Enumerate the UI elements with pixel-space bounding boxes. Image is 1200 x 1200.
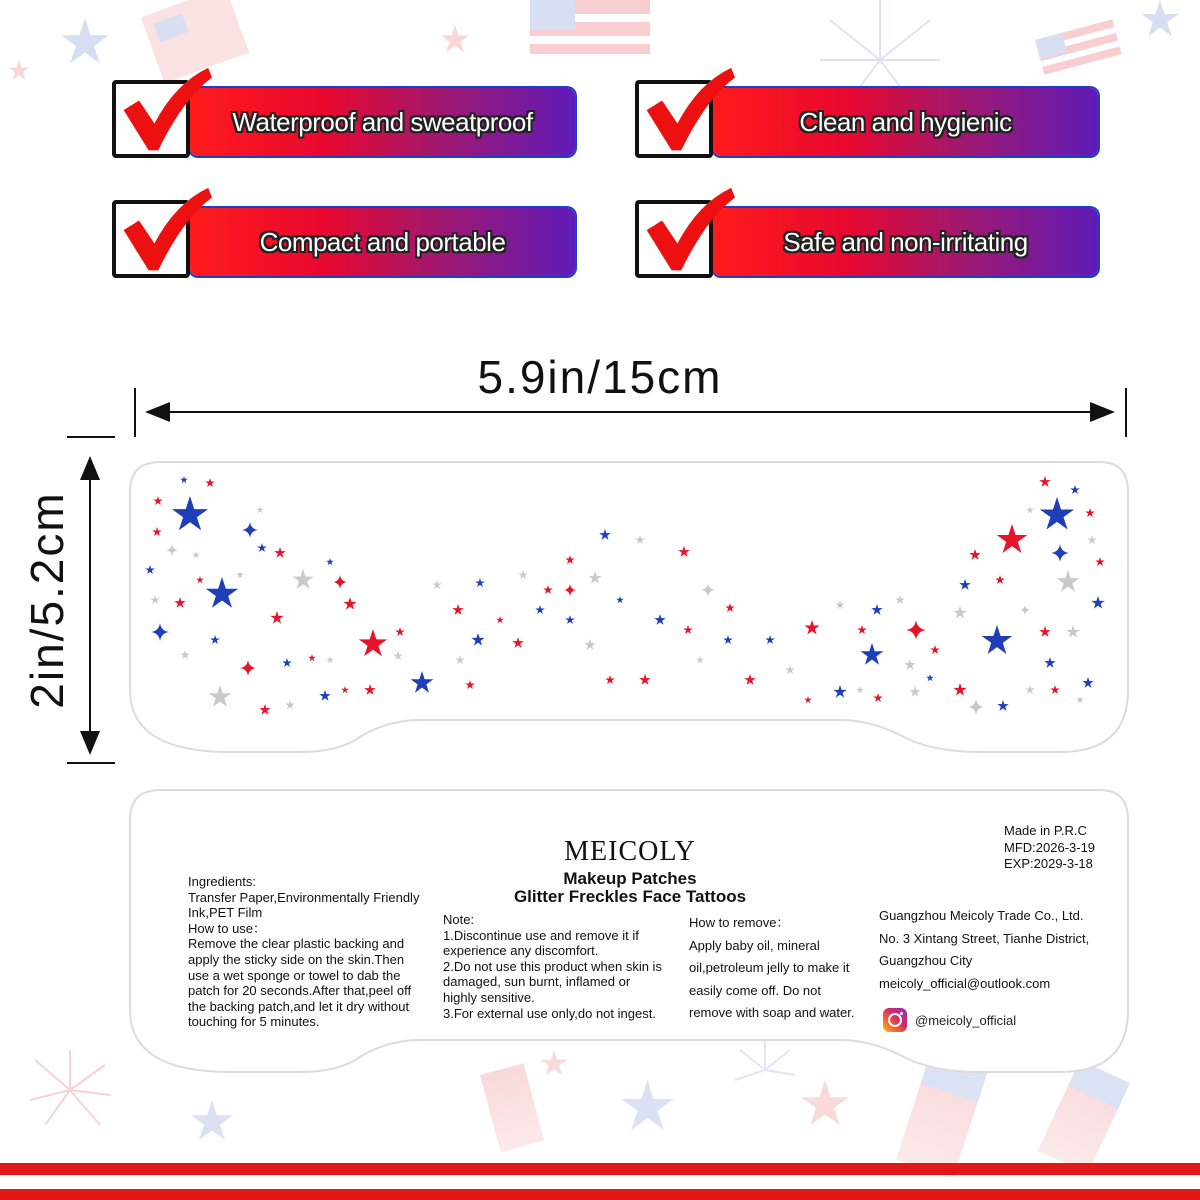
text-line: Apply baby oil, mineral [689, 937, 820, 953]
checkmark-icon [639, 64, 735, 160]
text-line: oil,petroleum jelly to make it [689, 960, 850, 975]
note-block [443, 912, 678, 1021]
text-line: Ingredients: [188, 874, 256, 889]
subtitle-line-1: Makeup Patches [563, 869, 697, 888]
feature-label: Clean and hygienic [799, 106, 1012, 137]
feature-label: Safe and non-irritating [783, 226, 1028, 257]
text-line: 1.Discontinue use and remove it if [443, 927, 639, 943]
checkmark-icon [116, 64, 212, 160]
width-dimension-label: 5.9in/15cm [477, 351, 723, 403]
text-line: How to remove： [689, 915, 790, 930]
feature-badge-clean [633, 78, 1103, 168]
product-subtitle [470, 870, 790, 906]
bottom-stripe-top [0, 1163, 1200, 1175]
text-line: the backing patch,and let it dry without [188, 998, 410, 1014]
instagram-icon [883, 1008, 907, 1032]
subtitle-line-2: Glitter Freckles Face Tattoos [513, 887, 747, 906]
checkmark-icon [639, 184, 735, 280]
email: meicoly_official@outlook.com [879, 975, 1051, 991]
text-line: No. 3 Xintang Street, Tianhe District, [879, 930, 1090, 946]
height-arrow [67, 437, 115, 763]
text-line: Remove the clear plastic backing and [188, 936, 405, 952]
checkmark-icon [116, 184, 212, 280]
bottom-stripe-bottom [0, 1189, 1200, 1200]
text-line: Guangzhou City [879, 953, 973, 968]
text-line: damaged, sun burnt, inflamed or [443, 974, 631, 990]
mfd-date: MFD:2026-3-19 [1004, 839, 1096, 855]
text-line: 3.For external use only,do not ingest. [443, 1005, 656, 1021]
feature-badge-waterproof [110, 78, 580, 168]
feature-label: Waterproof and sweatproof [232, 106, 533, 137]
brand-name: MEICOLY [564, 836, 696, 867]
company-address [879, 905, 1109, 995]
text-line: experience any discomfort. [443, 943, 599, 959]
text-line: Ink,PET Film [188, 905, 263, 921]
feature-badge-compact [110, 198, 580, 288]
text-line: Note: [443, 912, 475, 927]
text-line: use a wet sponge or towel to dab the [188, 967, 401, 983]
text-line: apply the sticky side on the skin.Then [188, 951, 405, 967]
instagram-handle-row [883, 1008, 1016, 1032]
text-line: remove with soap and water. [689, 1005, 855, 1020]
feature-badge-safe [633, 198, 1103, 288]
feature-label: Compact and portable [259, 226, 506, 257]
text-line: easily come off. Do not [689, 982, 821, 998]
instagram-handle: @meicoly_official [915, 1012, 1017, 1028]
text-line: 2.Do not use this product when skin is [443, 958, 662, 974]
manufacture-info [1004, 823, 1154, 873]
text-line: patch for 20 seconds.After that,peel off [188, 983, 412, 999]
remove-instructions-block [689, 912, 864, 1025]
text-line: Guangzhou Meicoly Trade Co., Ltd. [879, 908, 1084, 923]
exp-date: EXP:2029-3-18 [1004, 856, 1093, 871]
text-line: Transfer Paper,Environmentally Friendly [188, 889, 420, 905]
text-line: highly sensitive. [443, 989, 535, 1005]
height-dimension-label: 2in/5.2cm [21, 491, 73, 709]
ingredients-block [188, 874, 438, 1030]
text-line: How to use： [188, 920, 267, 936]
made-in: Made in P.R.C [1004, 823, 1087, 838]
text-line: touching for 5 minutes. [188, 1014, 320, 1030]
